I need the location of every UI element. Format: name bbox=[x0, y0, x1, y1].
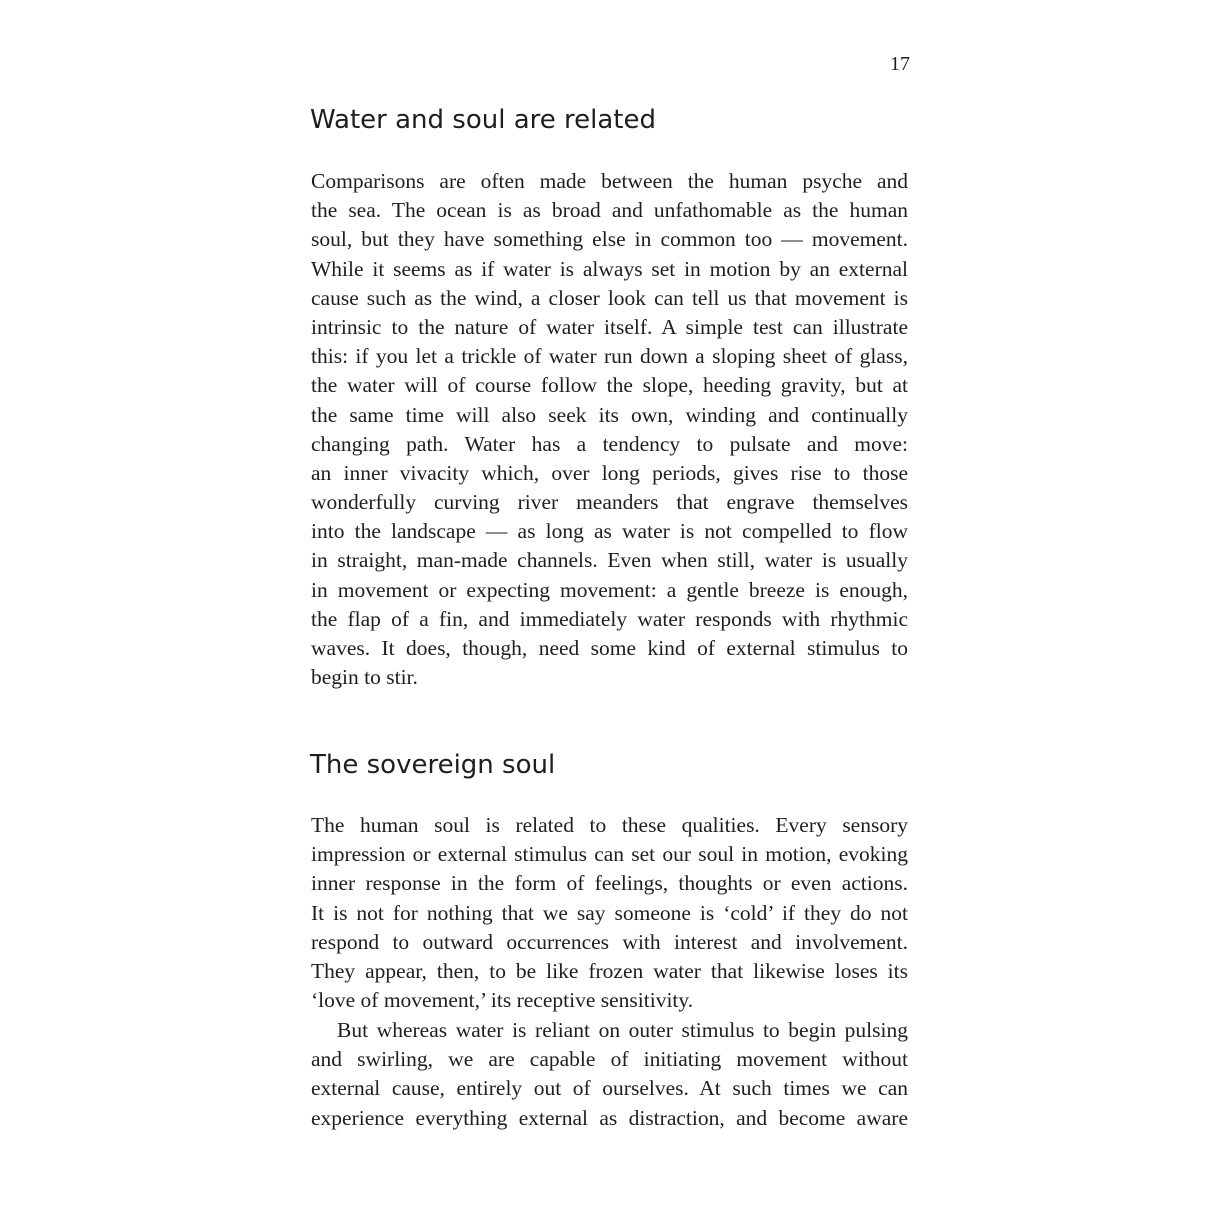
text-line: in straight, man-made channels. Even when still, water is usually bbox=[311, 548, 908, 573]
text-line: into the landscape — as long as water is not compelled to flow bbox=[311, 519, 908, 544]
text-line: the same time will also seek its own, winding and continually bbox=[311, 402, 908, 427]
text-line: changing path. Water has a tendency to pulsate and move: bbox=[311, 431, 908, 456]
text-line: ‘love of movement,’ its receptive sensitivity. bbox=[311, 988, 694, 1013]
section-heading-sovereign-soul: The sovereign soul bbox=[310, 750, 556, 780]
text-line: But whereas water is reliant on outer stimulus to begin pulsing bbox=[337, 1018, 908, 1042]
text-line: While it seems as if water is always set in motion by an external bbox=[311, 256, 908, 281]
text-line: wonderfully curving river meanders that engrave themselves bbox=[311, 490, 908, 515]
text-line: The human soul is related to these qualities. Every sensory bbox=[311, 813, 908, 837]
text-line: impression or external stimulus can set our soul in motion, evoking bbox=[311, 842, 908, 867]
text-line: soul, but they have something else in common too — movement. bbox=[311, 227, 908, 252]
text-line: the sea. The ocean is as broad and unfathomable as the human bbox=[311, 198, 908, 223]
text-line: inner response in the form of feelings, thoughts or even actions. bbox=[311, 871, 908, 896]
text-line: the water will of course follow the slope, heeding gravity, but at bbox=[311, 373, 908, 398]
text-line: It is not for nothing that we say someone is ‘cold’ if they do not bbox=[311, 900, 908, 925]
text-line: respond to outward occurrences with interest and involvement. bbox=[311, 929, 908, 954]
text-line: experience everything external as distraction, and become aware bbox=[311, 1105, 908, 1130]
text-line: cause such as the wind, a closer look can tell us that movement is bbox=[311, 285, 908, 310]
text-line: external cause, entirely out of ourselves. At such times we can bbox=[311, 1076, 908, 1101]
text-line: waves. It does, though, need some kind of external stimulus to bbox=[311, 636, 908, 660]
text-line: intrinsic to the nature of water itself. A simple test can illustrate bbox=[311, 314, 908, 339]
text-line: Comparisons are often made between the human psyche and bbox=[311, 169, 908, 193]
text-line: the flap of a fin, and immediately water responds with rhythmic bbox=[311, 606, 908, 631]
text-line: and swirling, we are capable of initiating movement without bbox=[311, 1047, 908, 1072]
paragraph-water-and-soul bbox=[311, 167, 908, 692]
text-line: an inner vivacity which, over long periods, gives rise to those bbox=[311, 460, 908, 485]
page-number: 17 bbox=[890, 53, 910, 75]
section-heading-water-and-soul: Water and soul are related bbox=[310, 105, 656, 135]
text-line: begin to stir. bbox=[311, 665, 418, 690]
text-line: They appear, then, to be like frozen water that likewise loses its bbox=[311, 958, 908, 983]
text-line: this: if you let a trickle of water run down a sloping sheet of glass, bbox=[311, 344, 908, 369]
text-line: in movement or expecting movement: a gentle breeze is enough, bbox=[311, 577, 908, 602]
paragraph-sovereign-soul-2 bbox=[311, 1016, 908, 1133]
paragraph-sovereign-soul-1 bbox=[311, 811, 908, 1015]
